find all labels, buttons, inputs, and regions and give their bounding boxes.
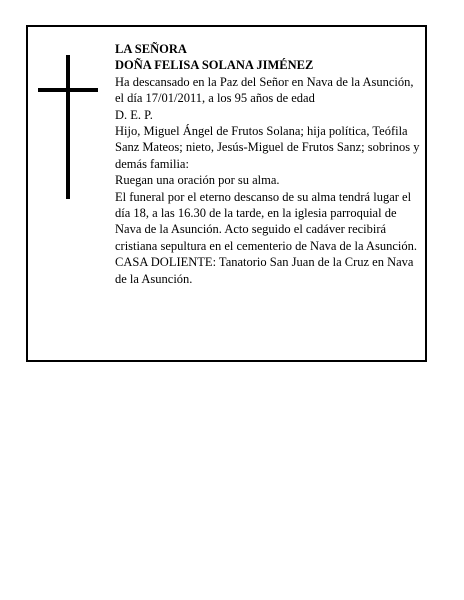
funeral-details: El funeral por el eterno descanso de su alma tendrá lugar el día 18, a las 16.30 de la tarde, en la iglesia parroquial de Nava de la Asunción. Acto seguido el cadáver recibirá cristiana sepultura en el cementerio de Nava de la Asunción.	[115, 189, 417, 253]
rest-statement: Ha descansado en la Paz del Señor en Nava de la Asunción, el día 17/01/2011, a los 95 años de edad	[115, 74, 414, 106]
dep-line: D. E. P.	[115, 107, 153, 122]
cross-icon	[38, 55, 98, 199]
prayer-request: Ruegan una oración por su alma.	[115, 173, 280, 188]
obituary-notice	[26, 25, 427, 362]
notice-text	[115, 41, 425, 287]
mourning-house: CASA DOLIENTE: Tanatorio San Juan de la Cruz en Nava de la Asunción.	[115, 255, 414, 286]
cross-vertical-bar	[66, 55, 70, 199]
deceased-name: DOÑA FELISA SOLANA JIMÉNEZ	[115, 58, 314, 73]
family-list: Hijo, Miguel Ángel de Frutos Solana; hija política, Teófila Sanz Mateos; nieto, Jesús-Miguel de Frutos Sanz; sobrinos y demás familia:	[115, 124, 420, 171]
cross-horizontal-bar	[38, 88, 98, 92]
notice-title: LA SEÑORA	[115, 42, 187, 56]
